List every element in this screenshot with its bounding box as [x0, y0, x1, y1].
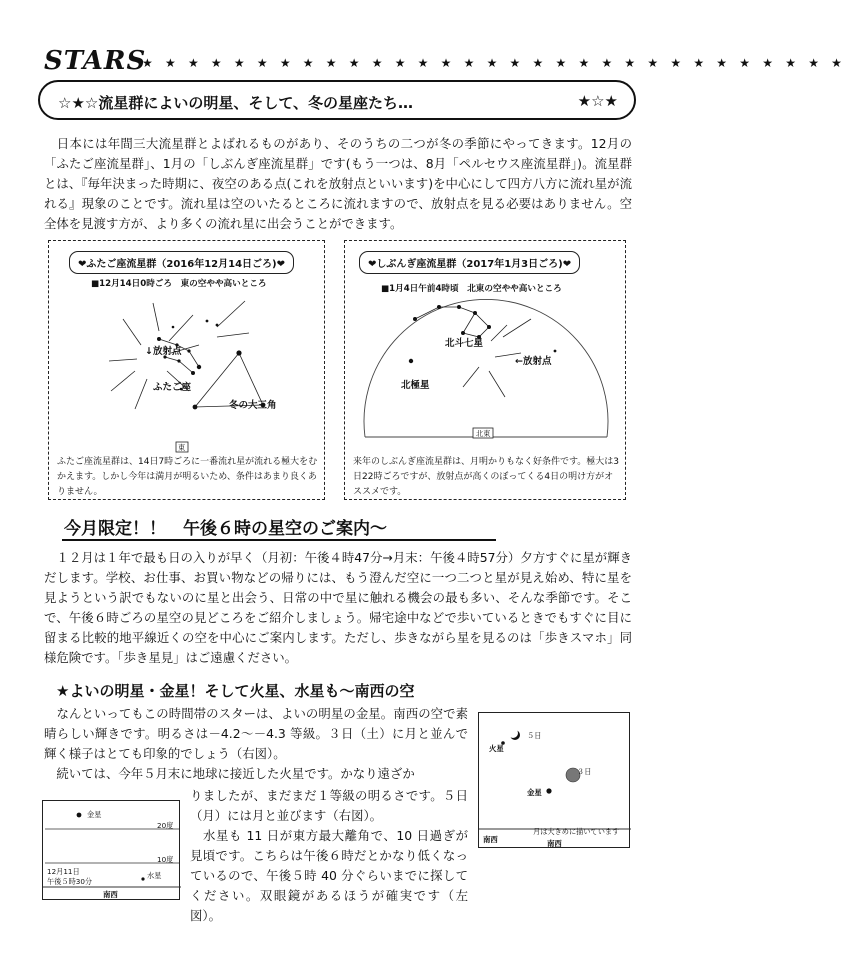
- fig-left-venus-label: 金星: [87, 810, 102, 819]
- mercury-figure: [42, 800, 180, 900]
- winter-triangle-label: 冬の大三角: [229, 400, 277, 411]
- fig-left-southwest-label: 南西: [103, 890, 118, 899]
- day3-label: ３日: [577, 767, 592, 776]
- geminids-subtitle: ■12月14日0時ごろ 東の空やや高いところ: [91, 279, 267, 289]
- mars-label: 火星: [489, 744, 504, 753]
- venus-label: 金星: [527, 788, 542, 797]
- page-title: STARS: [44, 46, 147, 76]
- mercury-label: 水星: [147, 871, 162, 880]
- polaris-label: 北極星: [401, 380, 430, 391]
- moon-venus-mars-figure: [478, 712, 630, 848]
- geminids-caption: ふたご座流星群は、14日7時ごろに一番流れ星が流れる極大をむかえます。しかし今年は満月が明るいため、条件はあまり良くありません。: [57, 457, 318, 497]
- southwest-label-b: 南西: [547, 839, 562, 848]
- big-dipper-label: 北斗七星: [445, 338, 484, 349]
- day5-label: ５日: [527, 731, 542, 740]
- section-heading-venus: ★よいの明星・金星！そして火星、水星も～南西の空: [56, 682, 415, 700]
- date-label: 12月11日: [47, 867, 80, 876]
- section3-paragraph-a: なんといってもこの時間帯のスターは、よいの明星の金星。南西の空で素晴らしい輝きです。明るさは－4.2～－4.3 等級。３日（土）に月と並んで輝く様子はとても印象的でしょう（右図）。 続いては、今年５月末に地球に接近した火星です。かなり遠ざか: [44, 706, 468, 781]
- geminids-box: [48, 240, 325, 500]
- gemini-label: ふたご座: [153, 382, 192, 393]
- quadrantids-box: [344, 240, 626, 500]
- geminids-radiant-label: ↓放射点: [145, 346, 182, 357]
- section3-paragraph-b: りましたが、まだまだ１等級の明るさです。５日（月）には月と並びます（右図）。 水星も 11 日が東方最大離角で、10 日過ぎが見頃です。こちらは午後６時だとかなり低くなっているので、午後５時 40 分ぐらいまでに探してください。双眼鏡があるほうが確実です（左図）。: [190, 788, 468, 923]
- star-divider: ★ ★ ★ ★ ★ ★ ★ ★ ★ ★ ★ ★ ★ ★ ★ ★ ★ ★ ★ ★ ★ ★ ★ ★ ★ ★ ★ ★ ★ ★ ★: [142, 56, 846, 70]
- moon-size-note: 月は大きめに描いています: [533, 827, 620, 836]
- section-heading-6pm-sky: 今月限定！！ 午後６時の星空のご案内～: [64, 519, 387, 539]
- quadrantids-radiant-label: ←放射点: [515, 356, 552, 367]
- geminids-title: ❤ふたご座流星群（2016年12月14日ごろ)❤: [69, 251, 294, 274]
- geminids-direction: 東: [178, 443, 186, 452]
- southwest-label-a: 南西: [483, 835, 498, 844]
- section-heading-underline: [62, 539, 496, 541]
- intro-paragraph: 日本には年間三大流星群とよばれるものがあり、そのうちの二つが冬の季節にやってきます。12月の「ふたご座流星群」、1月の「しぶんぎ座流星群」です(もう一つは、8月「ペルセウス座流星群」)。流星群とは、『毎年決まった時期に、夜空のある点(これを放射点といいます)を中心にして四方八方に流れ星が流れる』現象のことです。流れ星は空のいたるところに流れますので、放射点を見る必要はありません。空全体を見渡す方が、より多くの流れ星に出会うことができます。: [44, 136, 632, 231]
- quadrantids-direction: 北東: [476, 429, 491, 438]
- quadrantids-subtitle: ■1月4日午前4時頃 北東の空やや高いところ: [381, 284, 562, 294]
- headline-text: ☆★☆流星群によいの明星、そして、冬の星座たち…: [58, 94, 414, 112]
- quadrantids-title: ❤しぶんぎ座流星群（2017年1月3日ごろ)❤: [359, 251, 580, 274]
- quadrantids-caption: 来年のしぶんぎ座流星群は、月明かりもなく好条件です。極大は3日22時ごろですが、放射点が高くのぼってくる4日の明け方がオススメです。: [353, 457, 620, 497]
- section2-paragraph: １２月は１年で最も日の入りが早く（月初：午後４時47分→月末：午後４時57分）夕方すぐに星が輝きだします。学校、お仕事、お買い物などの帰りには、もう澄んだ空に一つ二つと星が見え始め、特に星を見ようという訳でもないのに星と出会う、日常の中で星に触れる機会の最も多い、そんな季節です。そこで、午後６時ごろの星空の見どころをご紹介しましょう。帰宅途中などで歩いているときでもすぐに目に留まる比較的地平線近くの空を中心にご案内します。ただし、歩きながら星を見るのは「歩きスマホ」同様危険です。「歩き星見」はご遠慮ください。: [44, 550, 632, 665]
- altitude-10-label: 10度: [157, 855, 174, 864]
- time-label: 午後５時30分: [47, 877, 93, 886]
- altitude-20-label: 20度: [157, 821, 174, 830]
- headline-banner: [38, 80, 636, 120]
- headline-stars: ★☆★: [577, 92, 618, 110]
